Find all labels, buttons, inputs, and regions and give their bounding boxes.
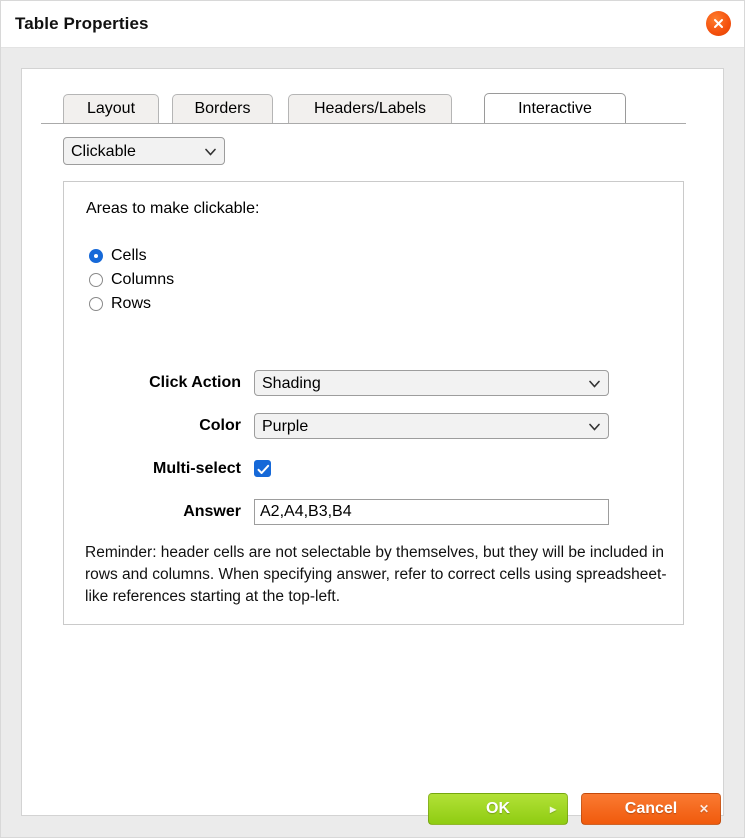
color-row: [84, 413, 664, 439]
cancel-label: Cancel: [624, 800, 678, 817]
multi-select-checkbox-wrap: [254, 456, 271, 477]
group-label: Areas to make clickable:: [86, 200, 260, 217]
click-action-select-wrap: [254, 370, 609, 396]
close-button[interactable]: [706, 11, 731, 36]
interaction-mode-select-wrap: [63, 137, 225, 165]
answer-row: [84, 499, 664, 525]
radio-columns[interactable]: [89, 270, 174, 290]
reminder-text: Reminder: header cells are not selectable by themselves, but they will be included in rows and columns. When specifying answer, refer to correct cells using spreadsheet-like references starting at the top-left.: [85, 544, 667, 605]
radio-label: Rows: [111, 295, 152, 312]
tab-interactive[interactable]: [484, 93, 626, 123]
tab-headers-labels[interactable]: [288, 94, 452, 123]
clickable-areas-group: [63, 181, 684, 625]
answer-input[interactable]: [254, 499, 609, 525]
radio-unselected-icon: [89, 297, 103, 311]
tab-label: Headers/Labels: [313, 100, 427, 117]
radio-cells[interactable]: [89, 246, 147, 266]
color-select-wrap: [254, 413, 609, 439]
answer-input-wrap: [254, 499, 609, 525]
color-label: Color: [199, 417, 241, 434]
tab-borders[interactable]: [172, 94, 273, 123]
dialog-footer: [1, 777, 744, 839]
radio-label: Columns: [111, 271, 175, 288]
page-title: Table Properties: [15, 14, 149, 33]
ok-label: OK: [486, 800, 510, 817]
radio-unselected-icon: [89, 273, 103, 287]
ok-button[interactable]: [428, 793, 568, 825]
radio-label: Cells: [111, 247, 147, 264]
multi-select-checkbox[interactable]: [254, 460, 271, 477]
tab-layout[interactable]: [63, 94, 159, 123]
play-arrow-icon: ▸: [549, 802, 556, 816]
tab-label: Layout: [86, 100, 136, 117]
close-icon: ✕: [698, 802, 709, 816]
click-action-select[interactable]: [254, 370, 609, 396]
dialog-titlebar: [1, 1, 744, 48]
answer-label: Answer: [183, 503, 241, 520]
radio-selected-icon: [89, 249, 103, 263]
radio-rows[interactable]: [89, 294, 151, 314]
color-select[interactable]: [254, 413, 609, 439]
cancel-button[interactable]: [581, 793, 721, 825]
interaction-mode-select[interactable]: [63, 137, 225, 165]
tab-label: Interactive: [518, 99, 592, 117]
close-icon: [713, 18, 724, 29]
tab-label: Borders: [194, 100, 251, 117]
tab-bar: [41, 93, 686, 124]
click-action-label: Click Action: [149, 374, 241, 391]
multi-select-row: [84, 456, 664, 482]
multi-select-label: Multi-select: [152, 460, 241, 477]
click-action-row: [84, 370, 664, 396]
